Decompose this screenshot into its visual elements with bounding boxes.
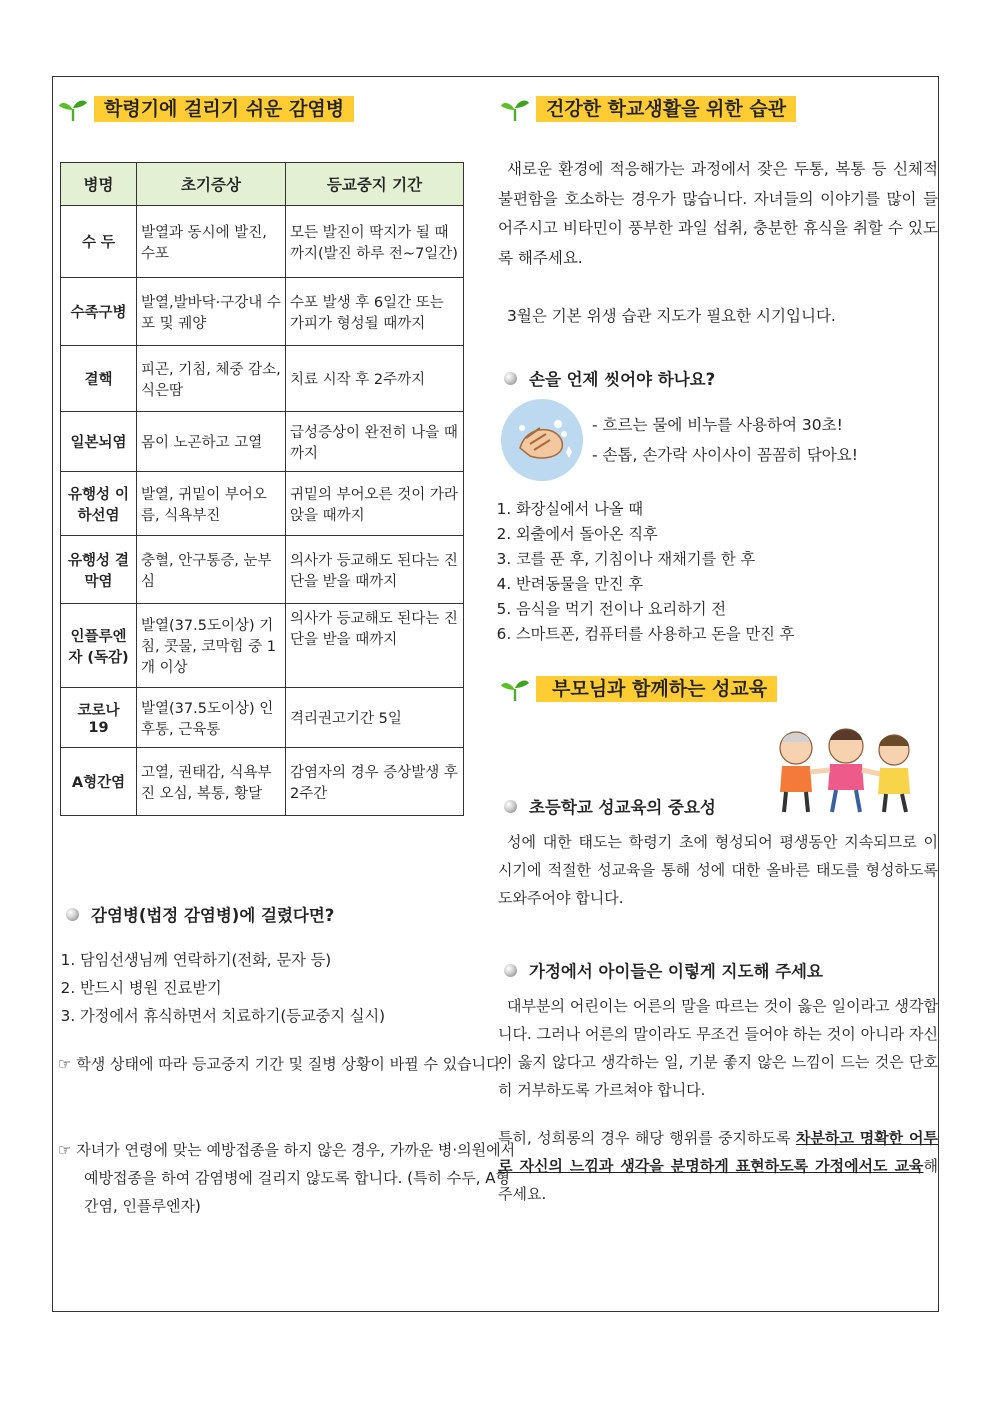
table-row [61, 604, 464, 688]
handwash-icon [500, 398, 584, 482]
list-item: 5. 음식을 먹기 전이나 요리하기 전 [516, 597, 956, 622]
importance-paragraph: 성에 대한 태도는 학령기 초에 형성되어 평생동안 지속되므로 이 시기에 적절한 성교육을 통해 성에 대한 올바른 태도를 형성하도록 도와주어야 합니다. [498, 833, 938, 907]
disease-period: 의사가 등교해도 된다는 진단을 받을 때까지 [286, 536, 464, 604]
list-item: 2. 외출에서 돌아온 직후 [516, 522, 956, 547]
disease-symptom: 충혈, 안구통증, 눈부심 [137, 536, 286, 604]
infected-steps-list [60, 946, 480, 1030]
wash-list [496, 497, 956, 647]
disease-period: 귀밑의 부어오른 것이 가라앉을 때까지 [286, 472, 464, 536]
disease-period: 격리권고기간 5일 [286, 688, 464, 748]
disease-symptom: 고열, 권태감, 식욕부진 오심, 복통, 황달 [137, 748, 286, 816]
disease-name: 코로나 19 [61, 688, 137, 748]
infection-table [60, 162, 464, 816]
disease-name: A형간염 [61, 748, 137, 816]
disease-symptom: 몸이 노곤하고 고열 [137, 412, 286, 472]
disease-name: 유행성 이하선염 [61, 472, 137, 536]
table-row [61, 346, 464, 412]
disease-period: 급성증상이 완전히 나을 때까지 [286, 412, 464, 472]
wash-tips [592, 410, 858, 470]
wash-tip: - 흐르는 물에 비누를 사용하여 30초! [592, 416, 843, 434]
list-item: 3. 가정에서 휴식하면서 치료하기(등교중지 실시) [80, 1002, 480, 1030]
col-header-period: 등교중지 기간 [286, 163, 464, 206]
sprout-icon [500, 677, 530, 701]
disease-name: 결핵 [61, 346, 137, 412]
sex-education-title: 부모님과 함께하는 성교육 [500, 676, 777, 702]
pointing-hand-icon: ☞ [58, 1055, 72, 1073]
col-header-name: 병명 [61, 163, 137, 206]
habits-paragraph-march: 3월은 기본 위생 습관 지도가 필요한 시기입니다. [507, 307, 836, 325]
list-item: 4. 반려동물을 만진 후 [516, 572, 956, 597]
disease-period: 수포 발생 후 6일간 또는 가피가 형성될 때까지 [286, 278, 464, 346]
habits-paragraph: 새로운 환경에 적응해가는 과정에서 잦은 두통, 복통 등 신체적 불편함을 호소하는 경우가 많습니다. 자녀들의 이야기를 많이 들어주시고 비타민이 풍부한 과일 섭취, 충분한 휴식을 취할 수 있도록 해주세요. [498, 160, 938, 267]
list-item: 2. 반드시 병원 진료받기 [80, 974, 480, 1002]
habits-title: 건강한 학교생활을 위한 습관 [500, 96, 796, 122]
infectious-disease-title: 학령기에 걸리기 쉬운 감염병 [58, 96, 354, 122]
table-row [61, 206, 464, 278]
home-heading: 가정에서 아이들은 이렇게 지도해 주세요 [504, 958, 823, 982]
bullet-icon [66, 908, 79, 921]
disease-symptom: 발열(37.5도이상) 기침, 콧물, 코막힘 중 1개 이상 [137, 604, 286, 688]
bullet-icon [504, 800, 517, 813]
note-status: ☞ 학생 상태에 따라 등교중지 기간 및 질병 상황이 바뀔 수 있습니다. [58, 1055, 506, 1073]
list-item: 6. 스마트폰, 컴퓨터를 사용하고 돈을 만진 후 [516, 622, 956, 647]
disease-period: 모든 발진이 딱지가 될 때까지(발진 하루 전~7일간) [286, 206, 464, 278]
disease-name: 일본뇌염 [61, 412, 137, 472]
sprout-icon [500, 97, 530, 121]
harassment-paragraph: 특히, 성희롱의 경우 해당 행위를 중지하도록 차분하고 명확한 어투로 자신의 느낌과 생각을 분명하게 표현하도록 가정에서도 교육해 주세요. [498, 1129, 938, 1203]
children-illustration [768, 724, 928, 816]
disease-symptom: 발열,발바닥·구강내 수포 및 궤양 [137, 278, 286, 346]
disease-period: 감염자의 경우 증상발생 후 2주간 [286, 748, 464, 816]
list-item: 3. 코를 푼 후, 기침이나 재채기를 한 후 [516, 547, 956, 572]
disease-name: 수족구병 [61, 278, 137, 346]
disease-period: 치료 시작 후 2주까지 [286, 346, 464, 412]
table-row [61, 278, 464, 346]
list-item: 1. 담임선생님께 연락하기(전화, 문자 등) [80, 946, 480, 974]
list-item: 1. 화장실에서 나올 때 [516, 497, 956, 522]
table-row [61, 472, 464, 536]
table-header-row [61, 163, 464, 206]
table-row [61, 412, 464, 472]
col-header-symptom: 초기증상 [137, 163, 286, 206]
table-row [61, 748, 464, 816]
emphasis-text: 차분하고 명확한 어투로 자신의 느낌과 생각을 분명하게 표현하도록 가정에서도 교육 [498, 1129, 938, 1175]
infected-heading: 감염병(법정 감염병)에 걸렸다면? [66, 902, 334, 926]
wash-tip: - 손톱, 손가락 사이사이 꼼꼼히 닦아요! [592, 446, 858, 464]
disease-name: 유행성 결막염 [61, 536, 137, 604]
home-paragraph: 대부분의 어린이는 어른의 말을 따르는 것이 옳은 일이라고 생각합니다. 그러나 어른의 말이라도 무조건 들어야 하는 것이 아니라 자신이 옳지 않다고 생각하는 일, 기분 좋지 않은 느낌이 드는 것은 단호히 거부하도록 가르쳐야 합니다. [498, 997, 938, 1099]
disease-symptom: 발열과 동시에 발진, 수포 [137, 206, 286, 278]
disease-symptom: 발열, 귀밑이 부어오름, 식욕부진 [137, 472, 286, 536]
wash-heading: 손을 언제 씻어야 하나요? [504, 366, 715, 390]
disease-symptom: 피곤, 기침, 체중 감소, 식은땀 [137, 346, 286, 412]
pointing-hand-icon: ☞ [58, 1141, 72, 1159]
table-row [61, 688, 464, 748]
disease-name: 인플루엔자 (독감) [61, 604, 137, 688]
table-row [61, 536, 464, 604]
disease-name: 수 두 [61, 206, 137, 278]
note-vaccination: ☞ 자녀가 연령에 맞는 예방접종을 하지 않은 경우, 가까운 병·의원에서 예방접종을 하여 감염병에 걸리지 않도록 합니다. (특히 수두, A형 간염, 인플루엔자) [58, 1141, 516, 1215]
importance-heading: 초등학교 성교육의 중요성 [504, 794, 716, 818]
disease-period: 의사가 등교해도 된다는 진단을 받을 때까지 [286, 604, 464, 688]
bullet-icon [504, 964, 517, 977]
bullet-icon [504, 372, 517, 385]
sprout-icon [58, 97, 88, 121]
disease-symptom: 발열(37.5도이상) 인후통, 근육통 [137, 688, 286, 748]
